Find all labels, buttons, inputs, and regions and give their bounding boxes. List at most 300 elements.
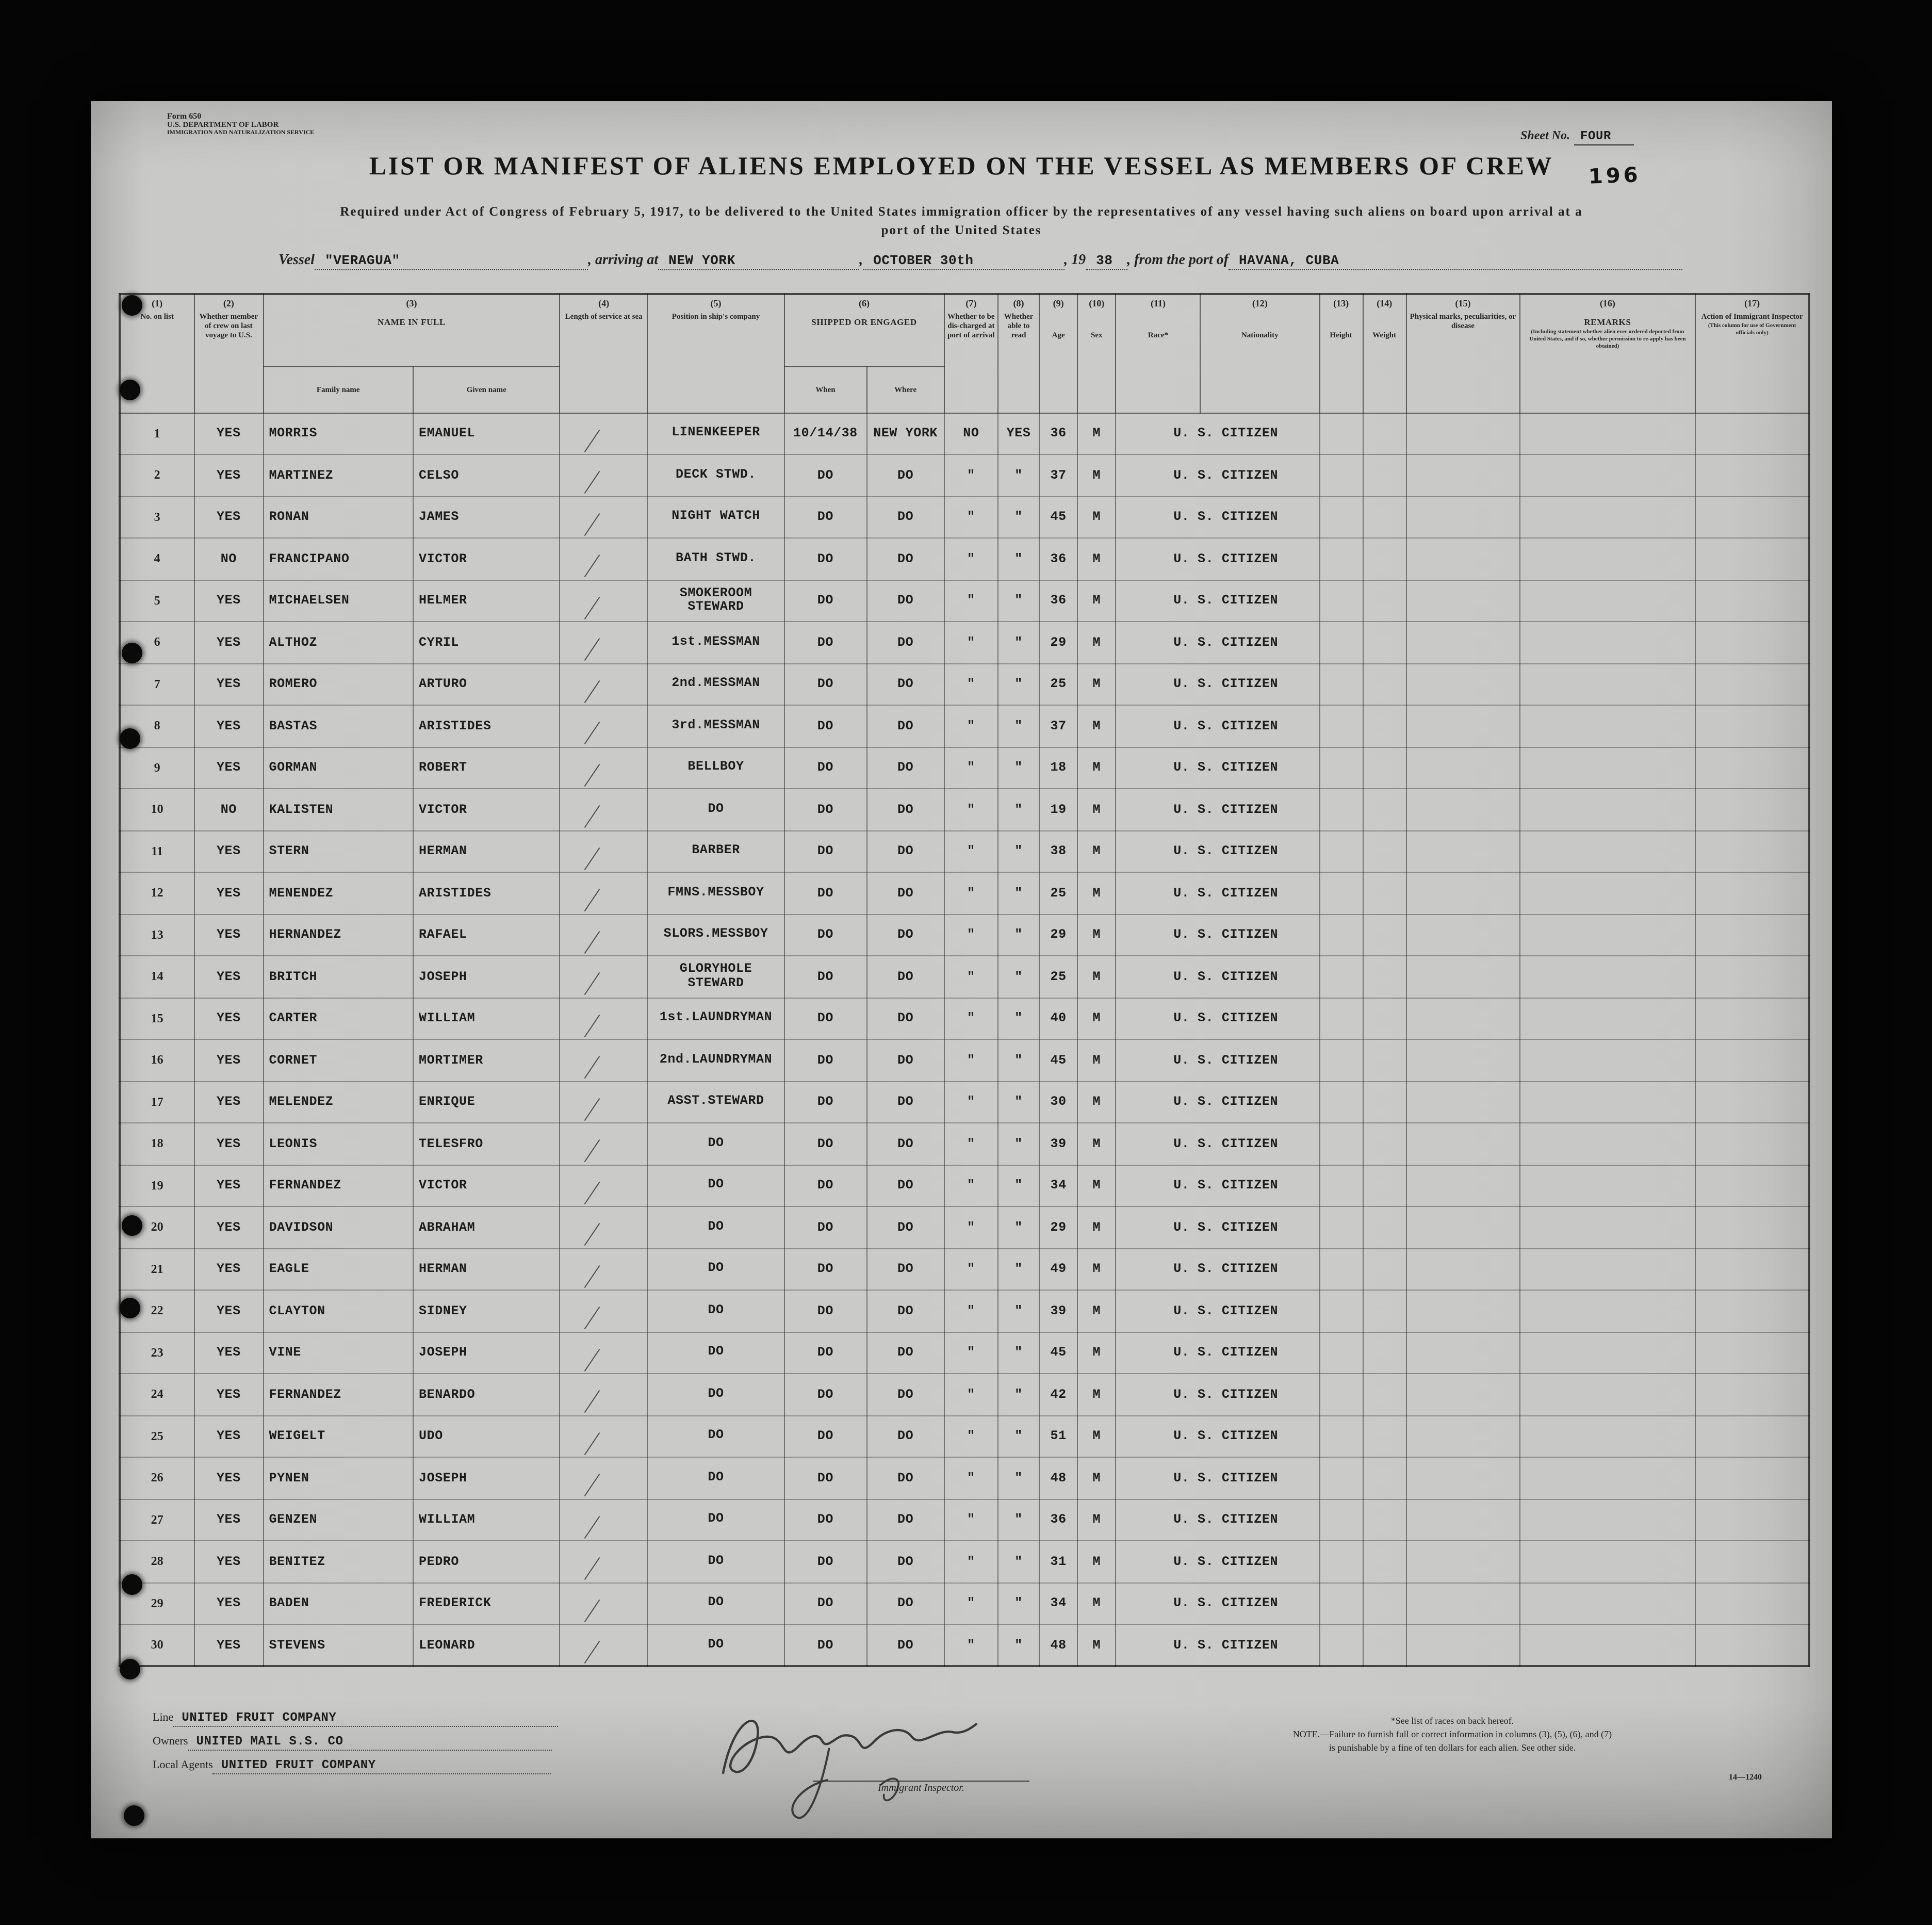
cell-age: 36 [1039, 580, 1077, 622]
immigrant-inspector-label: Immigrant Inspector. [813, 1781, 1029, 1794]
cell-position: DO [648, 1123, 784, 1165]
cell-age: 29 [1039, 622, 1077, 663]
handwritten-service-mark [584, 1139, 600, 1162]
cell-service-length [560, 1457, 648, 1499]
cell-weight [1363, 1081, 1406, 1123]
cell-remarks [1520, 1206, 1696, 1248]
cell-remarks [1520, 1123, 1696, 1165]
cell-age: 34 [1039, 1165, 1077, 1206]
cell-given-name: ARISTIDES [413, 705, 560, 747]
cell-able-to-read: " [998, 1290, 1039, 1332]
cell-position: DO [648, 1248, 784, 1290]
cell-age: 40 [1039, 998, 1077, 1039]
cell-service-length [560, 663, 648, 705]
cell-row-number: 17 [120, 1081, 194, 1123]
cell-shipped-where: DO [867, 872, 944, 914]
cell-weight [1363, 1624, 1406, 1666]
handwritten-service-mark [584, 1515, 600, 1538]
cell-crew-last-voyage: YES [194, 872, 263, 914]
cell-position: DO [648, 1332, 784, 1374]
cell-shipped-when: DO [784, 914, 866, 956]
origin-port-value: HAVANA, CUBA [1229, 253, 1682, 270]
cell-inspector-action [1695, 1081, 1809, 1123]
cell-row-number: 20 [120, 1206, 194, 1248]
cell-able-to-read: " [998, 1039, 1039, 1081]
cell-row-number: 3 [120, 496, 194, 538]
cell-inspector-action [1695, 1248, 1809, 1290]
handwritten-service-mark [584, 1265, 600, 1287]
cell-weight [1363, 1499, 1406, 1541]
handwritten-service-mark [584, 1014, 600, 1037]
cell-inspector-action [1695, 1415, 1809, 1457]
cell-shipped-when: DO [784, 1081, 866, 1123]
cell-crew-last-voyage: YES [194, 622, 263, 663]
cell-shipped-where: DO [867, 538, 944, 580]
cell-crew-last-voyage: YES [194, 747, 263, 789]
cell-physical-marks [1406, 496, 1519, 538]
cell-shipped-when: DO [784, 1541, 866, 1583]
cell-weight [1363, 914, 1406, 956]
punch-hole [122, 643, 142, 663]
cell-remarks [1520, 1290, 1696, 1332]
cell-crew-last-voyage: YES [194, 998, 263, 1039]
table-row [120, 1081, 1809, 1123]
cell-position: DO [648, 1499, 784, 1541]
cell-shipped-when: DO [784, 872, 866, 914]
cell-given-name: ROBERT [413, 747, 560, 789]
cell-weight [1363, 580, 1406, 622]
cell-family-name: BASTAS [263, 705, 413, 747]
cell-able-to-read: " [998, 1624, 1039, 1666]
handwritten-service-mark [584, 1432, 600, 1455]
cell-weight [1363, 663, 1406, 705]
cell-row-number: 19 [120, 1165, 194, 1206]
line-value: UNITED FRUIT COMPANY [173, 1710, 558, 1727]
cell-position: 3rd.MESSMAN [648, 705, 784, 747]
races-note: *See list of races on back hereof. [1390, 1716, 1514, 1726]
cell-remarks [1520, 1583, 1696, 1624]
cell-service-length [560, 1499, 648, 1541]
cell-row-number: 27 [120, 1499, 194, 1541]
cell-race-nationality: U. S. CITIZEN [1116, 1290, 1319, 1332]
cell-sex: M [1077, 1165, 1116, 1206]
table-row [120, 1499, 1809, 1541]
table-row [120, 1248, 1809, 1290]
cell-race-nationality: U. S. CITIZEN [1116, 538, 1319, 580]
cell-inspector-action [1695, 1039, 1809, 1081]
cell-crew-last-voyage: YES [194, 1624, 263, 1666]
cell-able-to-read: " [998, 454, 1039, 496]
cell-physical-marks [1406, 998, 1519, 1039]
col-header-when: When [784, 366, 866, 413]
cell-remarks [1520, 1499, 1696, 1541]
col-header-position: (5) Position in ship's company [648, 294, 784, 413]
cell-position: GLORYHOLE STEWARD [648, 956, 784, 998]
cell-position: LINENKEEPER [648, 413, 784, 454]
cell-weight [1363, 747, 1406, 789]
cell-remarks [1520, 538, 1696, 580]
cell-race-nationality: U. S. CITIZEN [1116, 1499, 1319, 1541]
cell-shipped-when: DO [784, 1624, 866, 1666]
cell-weight [1363, 1039, 1406, 1081]
cell-weight [1363, 1332, 1406, 1374]
cell-row-number: 12 [120, 872, 194, 914]
cell-row-number: 15 [120, 998, 194, 1039]
cell-remarks [1520, 1332, 1696, 1374]
cell-inspector-action [1695, 1332, 1809, 1374]
vessel-arrival-line [91, 253, 1832, 270]
cell-inspector-action [1695, 1541, 1809, 1583]
cell-age: 39 [1039, 1123, 1077, 1165]
print-code: 14—1240 [1729, 1772, 1762, 1782]
cell-given-name: VICTOR [413, 789, 560, 830]
cell-discharged: " [944, 1290, 998, 1332]
cell-remarks [1520, 1457, 1696, 1499]
cell-able-to-read: " [998, 914, 1039, 956]
cell-height [1319, 1332, 1363, 1374]
cell-crew-last-voyage: YES [194, 1039, 263, 1081]
cell-shipped-where: DO [867, 496, 944, 538]
signature-strokes [689, 1677, 1008, 1853]
owners-label: Owners [153, 1735, 188, 1748]
cell-physical-marks [1406, 1165, 1519, 1206]
cell-row-number: 5 [120, 580, 194, 622]
cell-shipped-where: DO [867, 1039, 944, 1081]
cell-family-name: RONAN [263, 496, 413, 538]
punch-hole [120, 380, 140, 400]
cell-able-to-read: " [998, 872, 1039, 914]
cell-family-name: WEIGELT [263, 1415, 413, 1457]
table-row [120, 454, 1809, 496]
cell-weight [1363, 413, 1406, 454]
punch-hole [120, 1298, 140, 1318]
cell-able-to-read: " [998, 747, 1039, 789]
cell-shipped-when: DO [784, 1248, 866, 1290]
cell-shipped-when: DO [784, 1165, 866, 1206]
cell-inspector-action [1695, 1374, 1809, 1415]
cell-position: 1st.LAUNDRYMAN [648, 998, 784, 1039]
cell-sex: M [1077, 622, 1116, 663]
cell-discharged: " [944, 663, 998, 705]
cell-race-nationality: U. S. CITIZEN [1116, 1415, 1319, 1457]
cell-crew-last-voyage: YES [194, 1499, 263, 1541]
cell-discharged: " [944, 622, 998, 663]
cell-inspector-action [1695, 1123, 1809, 1165]
cell-discharged: " [944, 747, 998, 789]
cell-position: 2nd.LAUNDRYMAN [648, 1039, 784, 1081]
cell-height [1319, 747, 1363, 789]
cell-height [1319, 496, 1363, 538]
table-row [120, 1165, 1809, 1206]
cell-shipped-where: DO [867, 1332, 944, 1374]
cell-crew-last-voyage: YES [194, 454, 263, 496]
cell-height [1319, 1081, 1363, 1123]
cell-given-name: PEDRO [413, 1541, 560, 1583]
col-header-no-on-list: (1) No. on list [120, 294, 194, 413]
cell-height [1319, 705, 1363, 747]
cell-row-number: 2 [120, 454, 194, 496]
cell-age: 38 [1039, 830, 1077, 872]
cell-discharged: " [944, 998, 998, 1039]
col-header-nationality: (12) Nationality [1201, 294, 1319, 413]
cell-row-number: 8 [120, 705, 194, 747]
cell-given-name: VICTOR [413, 1165, 560, 1206]
cell-race-nationality: U. S. CITIZEN [1116, 1081, 1319, 1123]
cell-crew-last-voyage: YES [194, 1332, 263, 1374]
cell-weight [1363, 872, 1406, 914]
cell-physical-marks [1406, 789, 1519, 830]
cell-remarks [1520, 705, 1696, 747]
owners-row [153, 1734, 558, 1751]
cell-age: 25 [1039, 872, 1077, 914]
table-row [120, 538, 1809, 580]
cell-race-nationality: U. S. CITIZEN [1116, 1624, 1319, 1666]
cell-discharged: " [944, 872, 998, 914]
handwritten-service-mark [584, 596, 600, 619]
cell-service-length [560, 454, 648, 496]
cell-age: 36 [1039, 413, 1077, 454]
cell-able-to-read: " [998, 580, 1039, 622]
cell-weight [1363, 1374, 1406, 1415]
cell-family-name: EAGLE [263, 1248, 413, 1290]
cell-sex: M [1077, 747, 1116, 789]
cell-physical-marks [1406, 622, 1519, 663]
handwritten-service-mark [584, 1557, 600, 1580]
cell-height [1319, 1248, 1363, 1290]
cell-crew-last-voyage: YES [194, 1248, 263, 1290]
department-name: U.S. DEPARTMENT OF LABOR [167, 120, 279, 129]
table-row [120, 1374, 1809, 1415]
cell-row-number: 23 [120, 1332, 194, 1374]
cell-inspector-action [1695, 622, 1809, 663]
cell-weight [1363, 956, 1406, 998]
cell-family-name: VINE [263, 1332, 413, 1374]
cell-family-name: GORMAN [263, 747, 413, 789]
cell-discharged: " [944, 1332, 998, 1374]
cell-service-length [560, 1123, 648, 1165]
cell-row-number: 1 [120, 413, 194, 454]
cell-shipped-when: DO [784, 454, 866, 496]
cell-physical-marks [1406, 1332, 1519, 1374]
cell-race-nationality: U. S. CITIZEN [1116, 580, 1319, 622]
cell-age: 30 [1039, 1081, 1077, 1123]
arrival-port-value: NEW YORK [658, 253, 859, 270]
cell-able-to-read: " [998, 1165, 1039, 1206]
cell-shipped-where: NEW YORK [867, 413, 944, 454]
cell-shipped-where: DO [867, 1165, 944, 1206]
cell-shipped-when: DO [784, 830, 866, 872]
cell-service-length [560, 956, 648, 998]
cell-weight [1363, 1583, 1406, 1624]
cell-physical-marks [1406, 1415, 1519, 1457]
cell-position: DO [648, 1583, 784, 1624]
penalty-note-line1: NOTE.—Failure to furnish full or correct information in columns (3), (5), (6), and (7) [1292, 1729, 1612, 1740]
cell-service-length [560, 1290, 648, 1332]
cell-race-nationality: U. S. CITIZEN [1116, 1457, 1319, 1499]
cell-discharged: " [944, 580, 998, 622]
cell-sex: M [1077, 830, 1116, 872]
cell-given-name: SIDNEY [413, 1290, 560, 1332]
cell-row-number: 11 [120, 830, 194, 872]
cell-crew-last-voyage: YES [194, 1165, 263, 1206]
cell-able-to-read: " [998, 789, 1039, 830]
table-row [120, 747, 1809, 789]
page-title: LIST OR MANIFEST OF ALIENS EMPLOYED ON THE VESSEL AS MEMBERS OF CREW [369, 153, 1554, 181]
cell-given-name: LEONARD [413, 1624, 560, 1666]
cell-discharged: " [944, 1624, 998, 1666]
cell-service-length [560, 872, 648, 914]
cell-crew-last-voyage: YES [194, 1374, 263, 1415]
col-header-able-to-read: (8) Whether able to read [998, 294, 1039, 413]
table-row [120, 413, 1809, 454]
sheet-number-value: FOUR [1574, 129, 1634, 145]
cell-inspector-action [1695, 914, 1809, 956]
cell-discharged: " [944, 914, 998, 956]
punch-hole [124, 1805, 144, 1826]
cell-race-nationality: U. S. CITIZEN [1116, 413, 1319, 454]
handwritten-service-mark [584, 889, 600, 911]
cell-shipped-when: DO [784, 1290, 866, 1332]
cell-service-length [560, 705, 648, 747]
cell-age: 51 [1039, 1415, 1077, 1457]
vessel-name-value: "VERAGUA" [315, 253, 588, 270]
col-header-crew-last-voyage: (2) Whether member of crew on last voyage to U.S. [194, 294, 263, 413]
cell-able-to-read: YES [998, 413, 1039, 454]
cell-shipped-when: DO [784, 705, 866, 747]
cell-sex: M [1077, 1332, 1116, 1374]
cell-inspector-action [1695, 789, 1809, 830]
punch-hole [122, 1574, 142, 1595]
cell-family-name: FERNANDEZ [263, 1165, 413, 1206]
cell-family-name: FERNANDEZ [263, 1374, 413, 1415]
cell-race-nationality: U. S. CITIZEN [1116, 663, 1319, 705]
table-row [120, 789, 1809, 830]
cell-height [1319, 830, 1363, 872]
cell-able-to-read: " [998, 998, 1039, 1039]
cell-row-number: 28 [120, 1541, 194, 1583]
cell-service-length [560, 789, 648, 830]
cell-age: 48 [1039, 1457, 1077, 1499]
cell-position: DO [648, 1624, 784, 1666]
cell-shipped-where: DO [867, 914, 944, 956]
cell-remarks [1520, 789, 1696, 830]
cell-shipped-where: DO [867, 1081, 944, 1123]
cell-sex: M [1077, 538, 1116, 580]
cell-weight [1363, 496, 1406, 538]
cell-inspector-action [1695, 580, 1809, 622]
cell-physical-marks [1406, 1457, 1519, 1499]
cell-crew-last-voyage: YES [194, 1541, 263, 1583]
cell-family-name: MICHAELSEN [263, 580, 413, 622]
table-row [120, 1541, 1809, 1583]
cell-able-to-read: " [998, 496, 1039, 538]
form-number: Form 650 [167, 111, 202, 121]
table-row [120, 1332, 1809, 1374]
table-row [120, 622, 1809, 663]
cell-able-to-read: " [998, 1415, 1039, 1457]
cell-race-nationality: U. S. CITIZEN [1116, 1541, 1319, 1583]
cell-row-number: 25 [120, 1415, 194, 1457]
cell-race-nationality: U. S. CITIZEN [1116, 747, 1319, 789]
cell-family-name: HERNANDEZ [263, 914, 413, 956]
cell-physical-marks [1406, 1123, 1519, 1165]
cell-sex: M [1077, 705, 1116, 747]
handwritten-service-mark [584, 1307, 600, 1329]
cell-remarks [1520, 496, 1696, 538]
cell-inspector-action [1695, 1624, 1809, 1666]
table-row [120, 1457, 1809, 1499]
cell-shipped-where: DO [867, 1624, 944, 1666]
cell-remarks [1520, 872, 1696, 914]
cell-race-nationality: U. S. CITIZEN [1116, 454, 1319, 496]
cell-race-nationality: U. S. CITIZEN [1116, 998, 1319, 1039]
cell-weight [1363, 1290, 1406, 1332]
cell-physical-marks [1406, 830, 1519, 872]
cell-sex: M [1077, 1374, 1116, 1415]
cell-service-length [560, 998, 648, 1039]
cell-remarks [1520, 622, 1696, 663]
cell-given-name: HERMAN [413, 1248, 560, 1290]
cell-height [1319, 1541, 1363, 1583]
year-label: , 19 [1064, 253, 1086, 268]
cell-shipped-when: DO [784, 998, 866, 1039]
cell-family-name: KALISTEN [263, 789, 413, 830]
cell-able-to-read: " [998, 1499, 1039, 1541]
cell-shipped-where: DO [867, 705, 944, 747]
cell-family-name: BRITCH [263, 956, 413, 998]
cell-shipped-when: 10/14/38 [784, 413, 866, 454]
cell-service-length [560, 413, 648, 454]
cell-position: DO [648, 1541, 784, 1583]
cell-race-nationality: U. S. CITIZEN [1116, 830, 1319, 872]
cell-able-to-read: " [998, 663, 1039, 705]
cell-height [1319, 956, 1363, 998]
cell-shipped-where: DO [867, 622, 944, 663]
cell-height [1319, 1039, 1363, 1081]
cell-row-number: 10 [120, 789, 194, 830]
cell-age: 25 [1039, 956, 1077, 998]
col-header-weight: (14) Weight [1363, 294, 1406, 413]
cell-age: 18 [1039, 747, 1077, 789]
cell-sex: M [1077, 872, 1116, 914]
cell-given-name: VICTOR [413, 538, 560, 580]
cell-discharged: " [944, 1248, 998, 1290]
table-row [120, 1290, 1809, 1332]
cell-remarks [1520, 1248, 1696, 1290]
cell-race-nationality: U. S. CITIZEN [1116, 622, 1319, 663]
cell-family-name: MELENDEZ [263, 1081, 413, 1123]
cell-height [1319, 1123, 1363, 1165]
table-row [120, 1123, 1809, 1165]
cell-shipped-where: DO [867, 454, 944, 496]
cell-remarks [1520, 1541, 1696, 1583]
col-header-height: (13) Height [1319, 294, 1363, 413]
cell-inspector-action [1695, 538, 1809, 580]
cell-physical-marks [1406, 1206, 1519, 1248]
cell-height [1319, 1165, 1363, 1206]
cell-shipped-when: DO [784, 1374, 866, 1415]
handwritten-service-mark [584, 513, 600, 535]
cell-sex: M [1077, 1457, 1116, 1499]
cell-shipped-where: DO [867, 1374, 944, 1415]
cell-position: SLORS.MESSBOY [648, 914, 784, 956]
penalty-note-line2: is punishable by a fine of ten dollars for each alien. See other side. [1329, 1742, 1576, 1753]
cell-given-name: WILLIAM [413, 1499, 560, 1541]
table-row [120, 1039, 1809, 1081]
cell-row-number: 30 [120, 1624, 194, 1666]
cell-row-number: 9 [120, 747, 194, 789]
col-header-family-name: Family name [263, 366, 413, 413]
